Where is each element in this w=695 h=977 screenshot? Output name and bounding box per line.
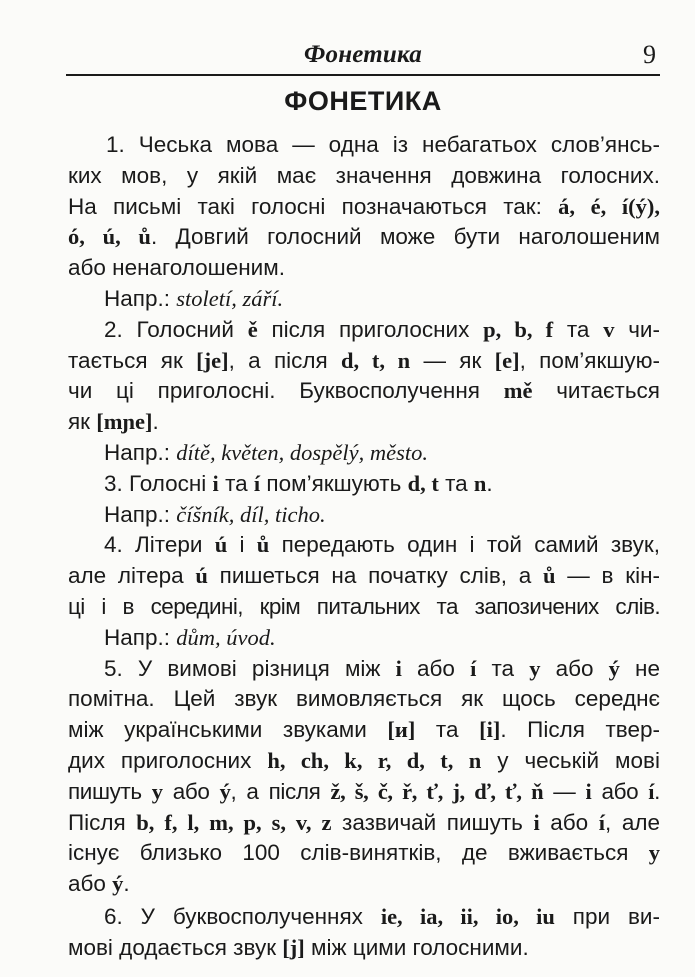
text-run: На письмі такі голосні позначаються так: — [68, 193, 559, 219]
text-run: та — [438, 470, 474, 496]
text-run: , пом’якшую- — [519, 347, 660, 373]
text-run: ці і в середині, крім питальних та запозичених слів. — [68, 593, 660, 619]
running-header — [66, 38, 660, 76]
paragraph-5-line — [68, 869, 660, 900]
bold-term: í — [648, 778, 655, 804]
paragraph-5-line — [68, 654, 660, 685]
text-run: при ви- — [554, 903, 660, 929]
text-run: і — [227, 532, 257, 558]
text-run: ких мов, у якій має значення довжина голосних. — [68, 162, 660, 188]
text-run: та — [476, 655, 530, 681]
paragraph-1-line — [68, 222, 660, 253]
example-words: číšník, díl, ticho. — [176, 501, 326, 527]
text-run: як — [68, 409, 97, 435]
bold-term: i — [533, 809, 540, 835]
text-run: та — [218, 470, 254, 496]
bold-term: d, t — [407, 470, 439, 496]
text-run: 2. Голосний — [104, 316, 248, 342]
bold-term: y — [151, 778, 163, 804]
text-run: . — [152, 409, 159, 435]
paragraph-5-line — [68, 838, 660, 869]
bold-term: v — [603, 316, 615, 342]
bold-term: ž, š, č, ř, ť, j, ď, ť, ň — [330, 778, 544, 804]
text-run: . Довгий голосний може бути наголошеним — [150, 224, 660, 250]
text-run: . Після твер- — [500, 717, 660, 743]
bold-term: i — [395, 655, 402, 681]
text-run: — як — [410, 347, 495, 373]
section-heading: ФОНЕТИКА — [284, 86, 442, 116]
text-run: між українськими звуками — [68, 717, 388, 743]
bold-term: [je] — [196, 347, 229, 373]
paragraph-5-line — [68, 684, 660, 715]
text-run: 1. Чеська мова — одна із небагатьох слов’янсь- — [106, 132, 660, 157]
paragraph-1-line — [68, 161, 660, 192]
paragraph-4-line — [68, 561, 660, 592]
bold-term: [mɲe] — [96, 409, 153, 435]
text-run: тається як — [68, 347, 197, 373]
text-run: . — [123, 871, 130, 897]
text-run: . — [486, 470, 493, 496]
example-label: Напр.: — [104, 439, 177, 465]
text-run: пишуть — [68, 778, 152, 804]
text-run: або — [162, 778, 220, 804]
text-run: , а після — [230, 778, 331, 804]
bold-term: [и] — [387, 717, 416, 743]
bold-term: p, b, f — [483, 316, 554, 342]
text-run: мові додається звук — [68, 934, 283, 960]
bold-term: [j] — [282, 934, 305, 960]
paragraph-1-line — [68, 253, 660, 284]
bold-term: í — [598, 809, 606, 835]
text-run: 6. У буквосполученнях — [104, 903, 381, 929]
text-run: 5. У вимові різниця між — [104, 655, 396, 681]
paragraph-5-line — [68, 808, 660, 839]
text-run: читається — [532, 378, 660, 404]
paragraph-5-line — [68, 777, 660, 808]
bold-term: i — [212, 470, 219, 496]
text-run: чи- — [614, 316, 660, 342]
text-run: пишеться на початку слів, а — [207, 563, 544, 589]
bold-term: n — [473, 470, 487, 496]
paragraph-2-line — [68, 407, 660, 438]
bold-term: y — [529, 655, 541, 681]
text-run: але літера — [68, 563, 196, 589]
example-1 — [68, 284, 660, 315]
bold-term: í — [253, 470, 261, 496]
text-run: та — [553, 316, 604, 342]
example-label: Напр.: — [104, 501, 177, 527]
example-2 — [68, 438, 660, 469]
example-label: Напр.: — [104, 624, 177, 650]
bold-term: ie, ia, ii, io, iu — [380, 903, 555, 929]
page-number: 9 — [643, 40, 656, 69]
text-run: дих приголосних — [68, 747, 268, 773]
example-3 — [68, 500, 660, 531]
example-4 — [68, 623, 660, 654]
paragraph-2-line — [68, 315, 660, 346]
paragraph-6-line — [68, 902, 660, 933]
bold-term: ě — [247, 316, 258, 342]
text-run: передають один і той самий звук, — [269, 532, 660, 558]
paragraph-4-line — [68, 530, 660, 561]
bold-term: b, f, l, m, p, s, v, z — [136, 809, 332, 835]
running-title: Фонетика — [304, 41, 422, 68]
text-run: — в кін- — [555, 563, 660, 589]
paragraph-1-line — [68, 130, 660, 161]
text-run: або — [591, 778, 649, 804]
paragraph-4-line — [68, 592, 660, 623]
example-words: století, září. — [176, 285, 284, 311]
text-run: не — [619, 655, 660, 681]
bold-term: ý — [608, 655, 620, 681]
paragraph-3-line — [68, 469, 660, 500]
bold-term: [e] — [494, 347, 520, 373]
paragraph-6-line — [68, 933, 660, 964]
text-run: зазвичай пишуть — [331, 809, 534, 835]
text-run: чи ці приголосні. Буквосполучення — [68, 378, 504, 404]
bold-term: ý — [112, 871, 124, 897]
text-run: існує близько 100 слів-винятків, де вживається — [68, 840, 649, 866]
bold-term: ó, ú, ů — [68, 224, 151, 250]
bold-term: ú — [214, 532, 228, 558]
text-run: або — [68, 871, 113, 897]
text-run: . — [654, 778, 660, 804]
text-run: 3. Голосні — [104, 470, 213, 496]
text-run: або — [540, 655, 609, 681]
text-run: , а після — [228, 347, 342, 373]
text-run: 4. Літери — [104, 532, 215, 558]
paragraph-1-line — [68, 192, 660, 223]
bold-term: ý — [219, 778, 231, 804]
example-words: dítě, květen, dospělý, město. — [176, 439, 429, 465]
bold-term: mě — [503, 378, 533, 404]
bold-term: [і] — [479, 717, 501, 743]
text-run: або — [539, 809, 599, 835]
paragraph-5-line — [68, 715, 660, 746]
bold-term: h, ch, k, r, d, t, n — [267, 747, 482, 773]
bold-term: i — [585, 778, 592, 804]
text-run: — — [543, 778, 586, 804]
bold-term: á, é, í(ý), — [558, 193, 660, 219]
bold-term: ů — [543, 563, 556, 589]
text-run: після приголосних — [257, 316, 484, 342]
text-run: або — [401, 655, 471, 681]
example-words: dům, úvod. — [176, 624, 276, 650]
text-run: між цими голосними. — [304, 934, 529, 960]
text-run: пом’якшують — [260, 470, 408, 496]
text-run: помітна. Цей звук вимовляється як щось середнє — [68, 686, 660, 712]
paragraph-2-line — [68, 376, 660, 407]
page-body — [68, 130, 660, 964]
text-run: та — [415, 717, 480, 743]
paragraph-5-line — [68, 746, 660, 777]
bold-term: ů — [256, 532, 270, 558]
text-run: Після — [68, 809, 137, 835]
bold-term: y — [648, 840, 660, 866]
bold-term: d, t, n — [341, 347, 411, 373]
text-run: або ненаголошеним. — [68, 255, 285, 281]
example-label: Напр.: — [104, 285, 177, 311]
paragraph-2-line — [68, 346, 660, 377]
bold-term: í — [470, 655, 477, 681]
text-run: у чеській мові — [481, 747, 660, 773]
bold-term: ú — [195, 563, 208, 589]
text-run: , але — [605, 809, 660, 835]
